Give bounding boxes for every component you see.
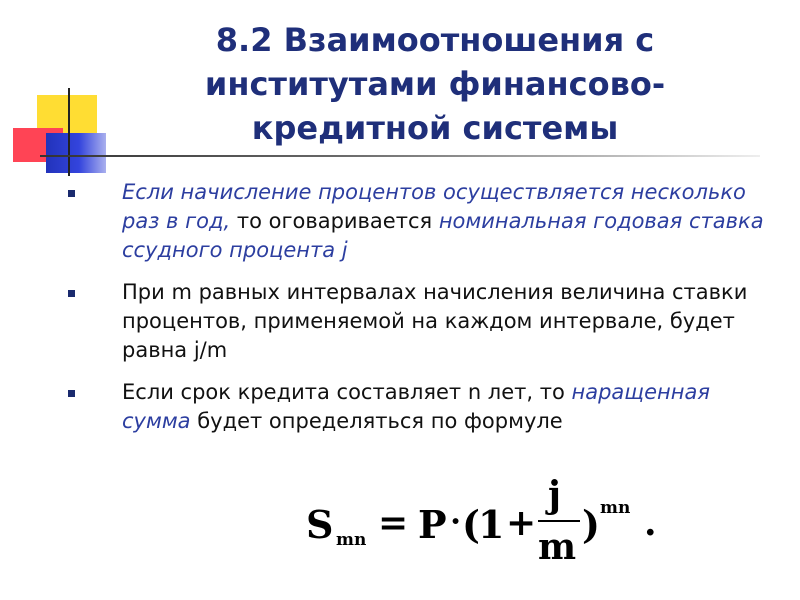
formula-S: S bbox=[306, 502, 334, 547]
bullet-2-text: При m равных интервалах начисления величина ставки процентов, применяемой на каждом интервале, будет равна j/m bbox=[122, 280, 748, 362]
bullet-list bbox=[60, 178, 780, 449]
title-underline bbox=[40, 155, 760, 157]
compound-interest-formula bbox=[300, 474, 660, 578]
decor-vertical-line bbox=[68, 88, 70, 176]
bullet-3-text-a: Если срок кредита составляет n лет, то bbox=[122, 380, 572, 404]
formula-numerator: j bbox=[548, 474, 562, 516]
formula-plus: + bbox=[506, 502, 537, 544]
bullet-item-1 bbox=[60, 178, 780, 265]
formula-one: 1 bbox=[478, 502, 505, 547]
bullet-item-2 bbox=[60, 278, 780, 365]
formula-P: P bbox=[418, 502, 447, 547]
bullet-item-3 bbox=[60, 378, 780, 436]
decor-blue-square bbox=[46, 133, 106, 173]
bullet-square-icon bbox=[68, 390, 75, 397]
formula-right-paren: ) bbox=[582, 502, 600, 547]
formula-equals: = bbox=[378, 502, 409, 544]
formula-subscript: mn bbox=[336, 530, 367, 550]
bullet-square-icon bbox=[68, 190, 75, 197]
formula-denominator: m bbox=[538, 526, 577, 568]
slide-title: 8.2 Взаимоотношения с институтами финансово-кредитной системы bbox=[204, 21, 666, 147]
bullet-1-emphasis-a: Если начисление процентов осуществляется несколько раз в год, bbox=[122, 180, 746, 233]
formula-multiply-dot: · bbox=[450, 502, 462, 540]
bullet-1-emphasis-b: номинальная годовая ставка ссудного процента j bbox=[122, 209, 764, 262]
formula-period: . bbox=[644, 502, 657, 544]
bullet-3-emphasis: наращенная сумма bbox=[122, 380, 710, 433]
bullet-1-text: то оговаривается bbox=[230, 209, 439, 233]
formula-left-paren: ( bbox=[462, 502, 480, 547]
bullet-3-text-b: будет определяться по формуле bbox=[190, 409, 563, 433]
formula-fraction-bar bbox=[538, 520, 580, 522]
bullet-square-icon bbox=[68, 290, 75, 297]
formula-exponent: mn bbox=[600, 498, 631, 518]
